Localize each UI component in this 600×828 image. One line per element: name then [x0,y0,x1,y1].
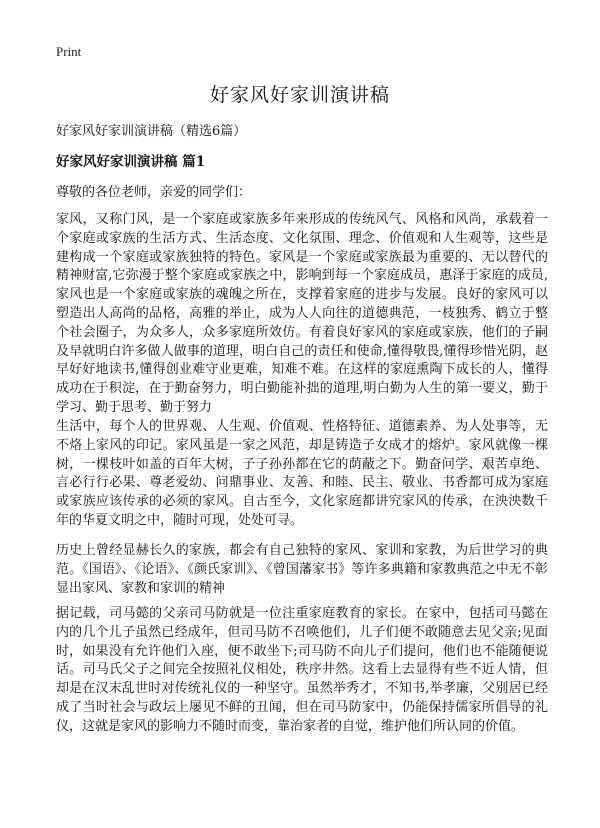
section-heading: 好家风好家训演讲稿 篇1 [56,154,206,170]
body-paragraph-1: 家风，又称门风，是一个家庭或家族多年来形成的传统风气、风格和风尚，承载着一个家庭或家族的生活方式、生活态度、文化氛围、理念、价值观和人生观等，这些是建构成一个家庭或家族独特的特色。家风是一个家庭或家族最为重要的、无以替代的精神财富,它弥漫于整个家庭或家族之中，影响到每一个家庭成员，惠泽于家庭的成员,家风也是一个家庭或家族的魂魄之所在，支撑着家庭的进步与发展。良好的家风可以塑造出人高尚的品格，高雅的举止，成为人人向往的道德典范，一枝独秀、鹤立于整个社会圈子，为众多人，众多家庭所效仿。有着良好家风的家庭或家族，他们的子嗣及早就明白许多做人做事的道理，明白自己的责任和使命,懂得敬畏,懂得珍惜光阴，赵早好好地读书,懂得创业难守业更难，知难不难。在这样的家庭熏陶下成长的人，懂得成功在于积淀，在于勤奋努力，明白勤能补拙的道理,明白勤为人生的第一要义，勤于学习、勤于思考、勤于努力 [56,212,548,415]
document-subtitle: 好家风好家训演讲稿（精选6篇） [56,124,247,139]
body-paragraph-4: 据记载，司马懿的父亲司马防就是一位注重家庭教育的家长。在家中，包括司马懿在内的几个儿子虽然已经成年，但司马防不召唤他们，儿子们便不敢随意去见父亲;见面时，如果没有允许他们入座，便不敢坐下;司马防不向儿子们提问，他们也不能随便说话。司马氏父子之间完全按照礼仪相处，秩序井然。这看上去显得有些不近人情，但却是在汉末乱世时对传统礼仪的一种坚守。虽然举秀才，不知书,举孝廉，父别居已经成了当时社会与政坛上屡见不鲜的丑闻，但在司马防家中，仍能保持儒家所倡导的礼仪，这就是家风的影响力不随时而变，靠治家者的自觉，维护他们所认同的价值。 [56,606,548,734]
print-link[interactable]: Print [56,44,82,59]
page-title: 好家风好家训演讲稿 [209,84,390,106]
body-paragraph-2: 生活中，每个人的世界观、人生观、价值观、性格特征、道德素养、为人处事等，无不烙上家风的印记。家风虽是一家之风范，却是铸造子女成才的熔炉。家风就像一棵树，一棵枝叶如盖的百年大树，子子孙孙都在它的荫蔽之下。勤奋问学、艰苦卓绝、言必行行必果、尊老爱幼、问鼎事业、友善、和睦、民主、敬业、书香都可成为家庭或家族应该传承的必须的家风。自古至今，文化家庭都讲究家风的传承，在泱泱数千年的华夏文明之中，随时可现，处处可寻。 [56,419,548,528]
greeting-line: 尊敬的各位老师，亲爱的同学们： [56,185,252,200]
body-paragraph-3: 历史上曾经显赫长久的家族，都会有自己独特的家风、家训和家教，为后世学习的典范。《国语》、《论语》、《颜氏家训》、《曾国藩家书》等许多典籍和家教典范之中无不彰显出家风、家教和家训的精神 [56,543,548,596]
